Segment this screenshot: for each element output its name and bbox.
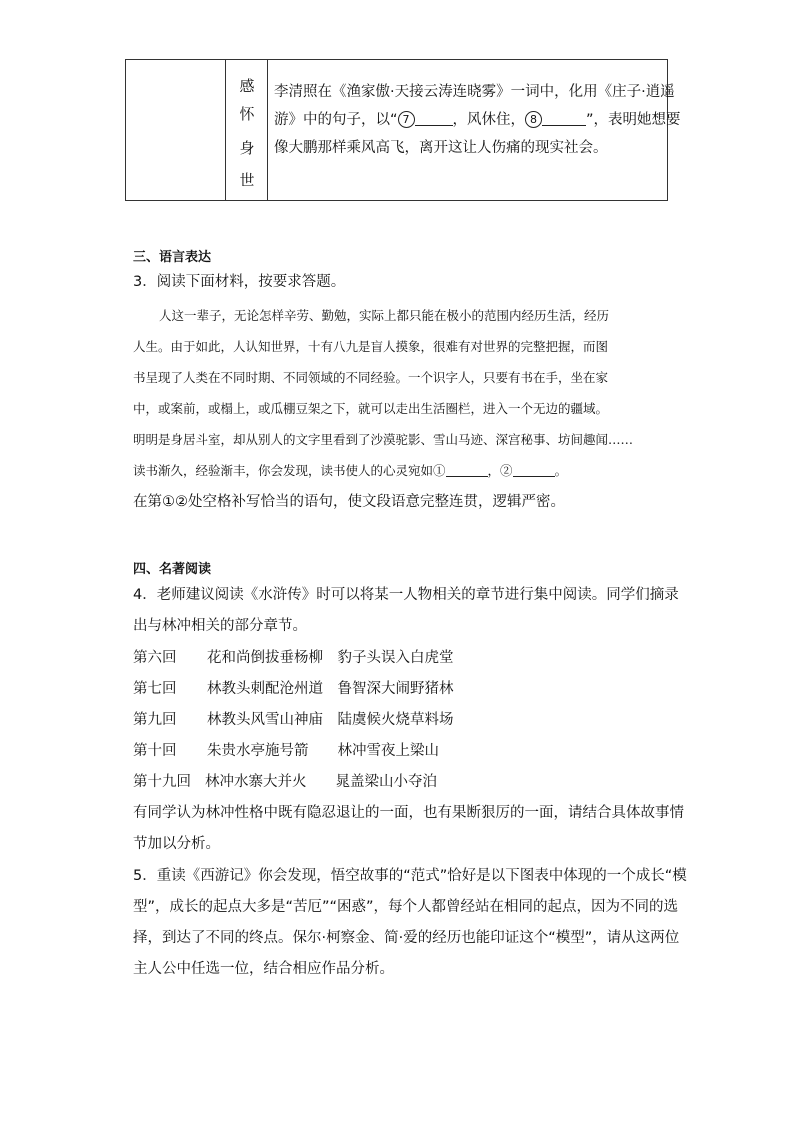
chapter-number: 第九回 xyxy=(133,712,177,728)
blank-number: 8 xyxy=(525,111,542,128)
fill-blank[interactable] xyxy=(415,111,453,126)
label-char: 世 xyxy=(239,171,255,189)
chapter-row xyxy=(133,770,437,791)
chapter-row xyxy=(133,646,454,667)
question-5-line: 择，到达了不同的终点。保尔·柯察金、简·爱的经历也能印证这个“模型”，请从这两位 xyxy=(133,930,680,946)
material-line: 人生。由于如此，人认知世界，十有八九是盲人摸象，很难有对世界的完整把握，而图 xyxy=(133,339,609,354)
question-5-line: 主人公中任选一位，结合相应作品分析。 xyxy=(133,961,394,977)
fill-blank[interactable] xyxy=(446,462,488,477)
chapter-row xyxy=(133,708,454,729)
material-line: 读书渐久，经验渐丰，你会发现，读书使人的心灵宛如① ，② 。 xyxy=(133,463,568,478)
chapter-row xyxy=(133,739,439,760)
label-char: 感 xyxy=(239,77,255,95)
reading-material xyxy=(133,300,673,486)
table-content-cell xyxy=(274,78,681,162)
blank-number: 7 xyxy=(398,111,415,128)
material-line: 明明是身居斗室，却从别人的文字里看到了沙漠驼影、雪山马迹、深宫秘事、坊间趣闻…… xyxy=(133,432,634,447)
chapter-row xyxy=(133,677,454,698)
question-4-line: 有同学认为林冲性格中既有隐忍退让的一面，也有果断狠厉的一面，请结合具体故事情 xyxy=(133,805,684,821)
question-5-line: 型”，成长的起点大多是“苦厄”“困惑”，每个人都曾经站在相同的起点，因为不同的选 xyxy=(133,899,679,915)
table-line xyxy=(274,106,681,134)
material-text: 。 xyxy=(554,463,568,478)
line-text: 游》中的句子，以“ xyxy=(274,112,398,128)
label-char: 怀 xyxy=(239,105,255,123)
line-text: ”，表明她想要 xyxy=(586,112,681,128)
chapter-number: 第七回 xyxy=(133,681,177,697)
chapter-number: 第六回 xyxy=(133,650,177,666)
blank-number: ② xyxy=(500,463,513,478)
question-4-line: 出与林冲相关的部分章节。 xyxy=(133,618,307,634)
material-line: 书呈现了人类在不同时期、不同领域的不同经验。一个识字人，只要有书在手，坐在家 xyxy=(133,370,609,385)
fill-blank[interactable] xyxy=(542,111,586,126)
material-text: 读书渐久，经验渐丰，你会发现，读书使人的心灵宛如 xyxy=(133,463,434,478)
section-heading: 四、名著阅读 xyxy=(133,562,212,577)
chapter-title: 朱贵水亭施号箭 林冲雪夜上梁山 xyxy=(207,743,439,759)
chapter-title: 花和尚倒拔垂杨柳 豹子头误入白虎堂 xyxy=(207,650,454,666)
chapter-title: 林教头风雪山神庙 陆虞候火烧草料场 xyxy=(207,712,454,728)
section-heading: 三、语言表达 xyxy=(133,250,212,265)
table-empty-cell xyxy=(126,60,226,200)
question-3: 3．阅读下面材料，按要求答题。 xyxy=(133,274,346,290)
table-line: 李清照在《渔家傲·天接云涛连晓雾》一词中，化用《庄子·逍遥 xyxy=(274,84,675,100)
table-label-cell xyxy=(226,60,268,200)
label-char: 身 xyxy=(239,139,255,157)
question-4-line: 4．老师建议阅读《水浒传》时可以将某一人物相关的章节进行集中阅读。同学们摘录 xyxy=(133,587,679,603)
question-5-line: 5．重读《西游记》你会发现，悟空故事的“范式”恰好是以下图表中体现的一个成长“模 xyxy=(133,868,687,884)
question-4-line: 节加以分析。 xyxy=(133,836,220,852)
chapter-title: 林教头刺配沧州道 鲁智深大闹野猪林 xyxy=(207,681,454,697)
line-text: ，风休住， xyxy=(452,112,526,128)
material-line: 人这一辈子，无论怎样辛劳、勤勉，实际上都只能在极小的范围内经历生活，经历 xyxy=(159,308,610,323)
chapter-title: 林冲水寨大并火 晁盖梁山小夺泊 xyxy=(205,774,437,790)
material-line: 中，或案前，或榻上，或瓜棚豆架之下，就可以走出生活圈栏，进入一个无边的疆域。 xyxy=(133,401,609,416)
chapter-number: 第十九回 xyxy=(133,774,191,790)
blank-number: ① xyxy=(433,463,446,478)
question-3-instruction: 在第①②处空格补写恰当的语句，使文段语意完整连贯，逻辑严密。 xyxy=(133,494,565,510)
table-line: 像大鹏那样乘风高飞，离开这让人伤痛的现实社会。 xyxy=(274,140,608,156)
poem-table xyxy=(125,59,681,201)
fill-blank[interactable] xyxy=(513,462,555,477)
chapter-number: 第十回 xyxy=(133,743,177,759)
